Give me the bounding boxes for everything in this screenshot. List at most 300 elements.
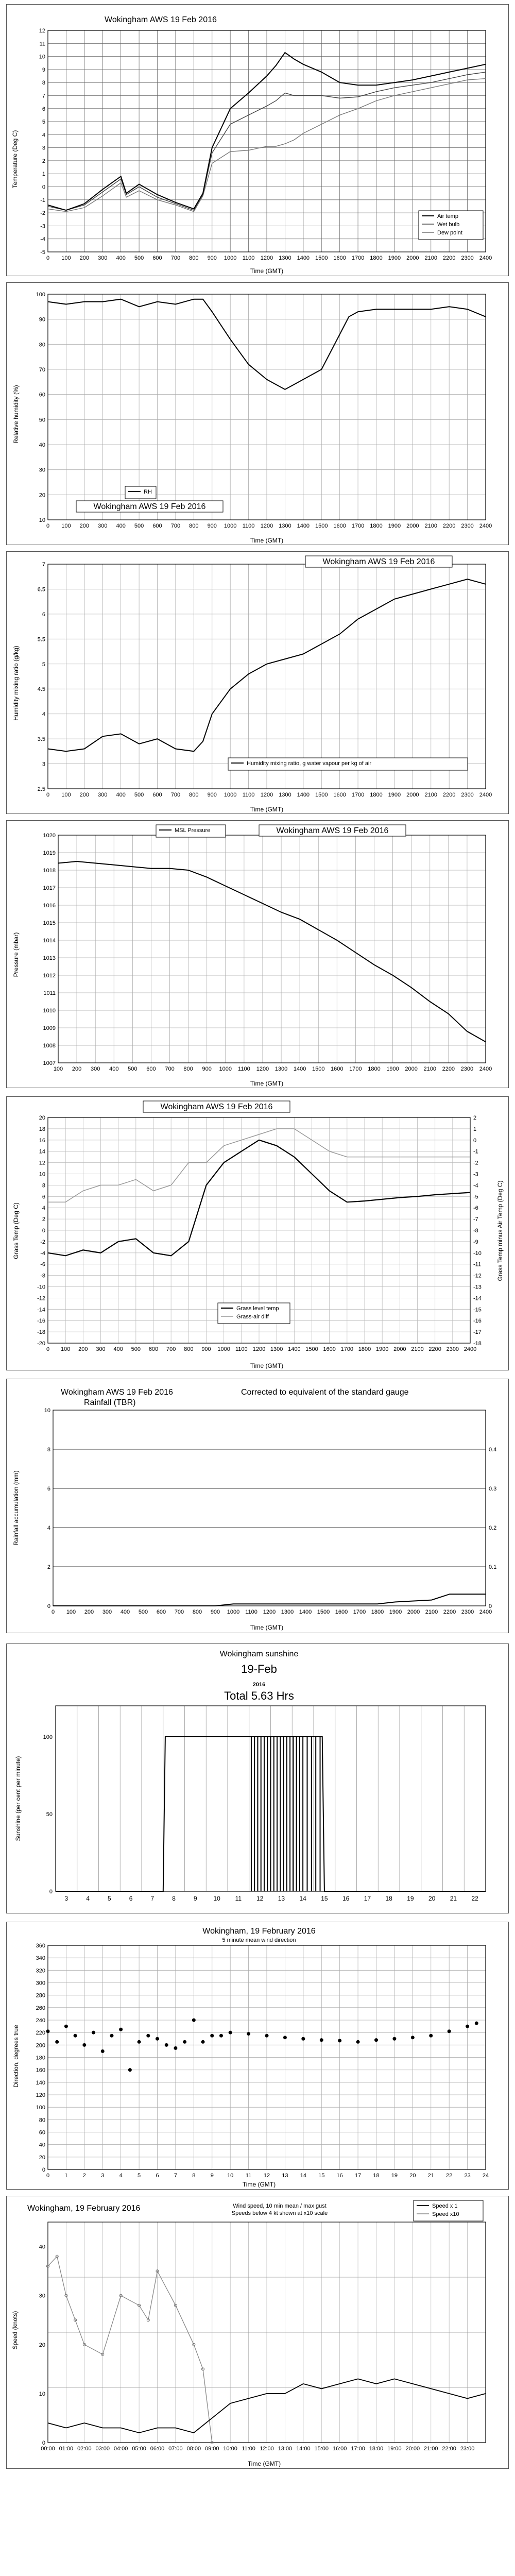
y-tick-label: 100 [36, 292, 45, 298]
y-tick-label: 1 [42, 171, 45, 178]
x-tick-label: 700 [165, 1066, 175, 1072]
y-axis-label: Relative humidity (%) [12, 385, 20, 444]
x-tick-label: 21 [427, 2173, 434, 2179]
x-tick-label: 00:00 [41, 2446, 55, 2452]
y-tick-label: 20 [39, 492, 45, 499]
y-tick-label: 100 [36, 2105, 45, 2111]
x-tick-label: 1200 [256, 1066, 269, 1072]
y2-tick-label: -2 [473, 1160, 478, 1166]
x-tick-label: 09:00 [204, 2446, 219, 2452]
x-tick-label: 100 [60, 1346, 71, 1352]
x-tick-label: 400 [113, 1346, 123, 1352]
x-tick-label: 500 [134, 792, 144, 798]
humidity-chart-panel [6, 282, 509, 545]
y2-tick-label: -16 [473, 1318, 482, 1325]
x-tick-label: 2000 [406, 792, 419, 798]
x-tick-label: 700 [170, 255, 181, 261]
x-tick-label: 0 [46, 2173, 50, 2179]
y-tick-label: 1015 [43, 920, 56, 926]
x-tick-label: 600 [148, 1346, 159, 1352]
direction-point [101, 2049, 105, 2053]
x-tick-label: 800 [183, 1066, 193, 1072]
x-tick-label: 07:00 [168, 2446, 183, 2452]
x-tick-label: 500 [138, 1609, 148, 1615]
legend-label: Speed x10 [432, 2211, 459, 2217]
direction-point [265, 2034, 269, 2038]
legend-label: Humidity mixing ratio, g water vapour per kg of air [247, 760, 372, 767]
x-tick-label: 2400 [479, 523, 492, 529]
x-tick-label: 01:00 [59, 2446, 74, 2452]
direction-point [475, 2022, 478, 2025]
x-tick-label: 700 [174, 1609, 184, 1615]
x-tick-label: 13 [282, 2173, 288, 2179]
x-tick-label: 800 [192, 1609, 202, 1615]
legend-label: Grass level temp [236, 1306, 279, 1312]
plot-frame [53, 1410, 486, 1606]
y-tick-label: 1008 [43, 1043, 56, 1049]
direction-point [374, 2038, 378, 2042]
x-tick-label: 1200 [260, 792, 273, 798]
x-tick-label: 2400 [479, 255, 492, 261]
x-tick-label: 2200 [442, 1066, 455, 1072]
x-tick-label: 11 [235, 1895, 242, 1902]
x-tick-label: 11:00 [242, 2446, 255, 2452]
direction-point [356, 2040, 360, 2044]
x-tick-label: 600 [152, 523, 162, 529]
y-tick-label: 80 [39, 342, 45, 348]
y-tick-label: 6 [42, 1194, 45, 1200]
y-tick-label: 1016 [43, 903, 56, 909]
plot-frame [58, 835, 486, 1063]
x-tick-label: 700 [166, 1346, 176, 1352]
y-tick-label: 4 [47, 1525, 50, 1531]
x-tick-label: 800 [189, 792, 199, 798]
y-tick-label: 40 [39, 2142, 45, 2148]
x-tick-label: 2300 [461, 523, 474, 529]
x-tick-label: 200 [79, 255, 90, 261]
y-tick-label: 6.5 [37, 586, 45, 593]
direction-point [183, 2040, 186, 2044]
x-tick-label: 6 [129, 1895, 133, 1902]
x-tick-label: 200 [84, 1609, 94, 1615]
x-tick-label: 1700 [351, 523, 365, 529]
y-tick-label: 1018 [43, 868, 56, 874]
x-tick-label: 14:00 [296, 2446, 311, 2452]
x-tick-label: 6 [156, 2173, 159, 2179]
x-tick-label: 1500 [317, 1609, 330, 1615]
grass-temp-chart-panel [6, 1096, 509, 1370]
x-tick-label: 23:00 [460, 2446, 475, 2452]
x-tick-label: 2400 [464, 1346, 477, 1352]
y-tick-label: -3 [40, 223, 45, 230]
sunshine-chart [7, 1644, 509, 1914]
y-tick-label: 4 [42, 1205, 45, 1212]
x-tick-label: 19:00 [387, 2446, 402, 2452]
x-tick-label: 1400 [293, 1066, 306, 1072]
y-tick-label: 260 [36, 2005, 45, 2011]
y-tick-label: 3.5 [37, 736, 45, 743]
y2-tick-label: 1 [473, 1126, 477, 1132]
x-tick-label: 1800 [370, 255, 383, 261]
y-tick-label: 240 [36, 2018, 45, 2024]
x-tick-label: 14 [300, 2173, 306, 2179]
x-tick-label: 1800 [358, 1346, 371, 1352]
x-tick-label: 2000 [406, 523, 419, 529]
x-tick-label: 1200 [260, 255, 273, 261]
x-tick-label: 2200 [428, 1346, 441, 1352]
x-tick-label: 1400 [299, 1609, 312, 1615]
y-tick-label: 200 [36, 2042, 45, 2049]
direction-point [128, 2068, 132, 2072]
x-tick-label: 21:00 [423, 2446, 438, 2452]
x-tick-label: 1600 [333, 523, 346, 529]
legend-label: RH [144, 489, 152, 495]
x-tick-label: 600 [146, 1066, 156, 1072]
sunshine-chart-panel [6, 1643, 509, 1913]
x-tick-label: 1100 [238, 1066, 250, 1072]
x-tick-label: 800 [189, 255, 199, 261]
humidity-chart [7, 283, 509, 546]
speed-x10-line [48, 2257, 212, 2443]
x-tick-label: 1300 [281, 1609, 294, 1615]
temperature-chart-panel [6, 4, 509, 276]
x-tick-label: 8 [172, 1895, 176, 1902]
y-tick-label: 12 [39, 1160, 45, 1166]
x-tick-label: 9 [194, 1895, 197, 1902]
y-tick-label: 20 [39, 2154, 45, 2161]
x-tick-label: 300 [102, 1609, 112, 1615]
x-tick-label: 1400 [288, 1346, 301, 1352]
x-tick-label: 16:00 [332, 2446, 347, 2452]
x-tick-label: 5 [108, 1895, 111, 1902]
direction-point [219, 2034, 223, 2038]
y-tick-label: 8 [42, 1182, 45, 1189]
direction-point [429, 2034, 433, 2038]
direction-point [82, 2043, 86, 2047]
x-tick-label: 900 [202, 1066, 212, 1072]
direction-point [466, 2025, 469, 2028]
x-tick-label: 13 [278, 1895, 285, 1902]
direction-point [411, 2036, 415, 2039]
y-tick-label: 280 [36, 1992, 45, 1999]
x-tick-label: 02:00 [77, 2446, 92, 2452]
direction-point [210, 2034, 214, 2038]
y-tick-label: 5 [42, 119, 45, 126]
x-axis-label: Time (GMT) [250, 537, 284, 544]
y2-tick-label: -5 [473, 1194, 478, 1200]
chart-title: Wokingham AWS 19 Feb 2016 [160, 1103, 273, 1111]
y-tick-label: -4 [40, 1250, 45, 1257]
direction-point [110, 2034, 113, 2038]
x-tick-label: 1600 [335, 1609, 348, 1615]
legend-label: Air temp [437, 213, 458, 219]
y-tick-label: 10 [39, 2391, 45, 2397]
y-tick-label: 70 [39, 367, 45, 373]
pressure-line [58, 861, 486, 1042]
x-tick-label: 1500 [315, 255, 328, 261]
direction-point [392, 2037, 396, 2041]
x-tick-label: 900 [210, 1609, 220, 1615]
x-tick-label: 1600 [323, 1346, 336, 1352]
y-tick-label: 20 [39, 2342, 45, 2348]
x-tick-label: 2400 [479, 1609, 492, 1615]
y-axis-label: Rainfall accumulation (mm) [12, 1470, 20, 1546]
x-tick-label: 700 [170, 792, 181, 798]
y-axis-label: Sunshine (per cent per minute) [14, 1756, 22, 1841]
direction-point [92, 2031, 95, 2035]
direction-point [247, 2032, 250, 2036]
x-tick-label: 1400 [297, 523, 310, 529]
x-tick-label: 2000 [407, 1609, 420, 1615]
x-tick-label: 1500 [312, 1066, 325, 1072]
x-tick-label: 0 [51, 1609, 55, 1615]
x-tick-label: 20 [428, 1895, 436, 1902]
chart-title: Wokingham AWS 19 Feb 2016 [105, 15, 217, 24]
y2-tick-label: -3 [473, 1171, 478, 1178]
x-tick-label: 1500 [315, 792, 328, 798]
x-tick-label: 2200 [442, 523, 456, 529]
y-tick-label: 5.5 [37, 636, 45, 643]
y-tick-label: 340 [36, 1955, 45, 1962]
x-tick-label: 1900 [388, 792, 401, 798]
y-tick-label: 60 [39, 2129, 45, 2136]
x-tick-label: 2 [82, 2173, 86, 2179]
y-tick-label: 30 [39, 467, 45, 473]
y-tick-label: 10 [39, 54, 45, 60]
chart-year: 2016 [252, 1682, 266, 1688]
y2-tick-label: -7 [473, 1216, 478, 1223]
y-tick-label: 60 [39, 392, 45, 398]
x-tick-label: 1100 [242, 523, 255, 529]
y2-tick-label: -8 [473, 1228, 478, 1234]
x-tick-label: 12 [263, 2173, 270, 2179]
chart-title-2: Corrected to equivalent of the standard gauge [241, 1388, 409, 1397]
x-tick-label: 7 [174, 2173, 177, 2179]
y-tick-label: -6 [40, 1261, 45, 1268]
x-axis-label: Time (GMT) [250, 1362, 284, 1369]
y-tick-label: 1009 [43, 1025, 56, 1031]
y-tick-label: -4 [40, 236, 45, 243]
x-tick-label: 15:00 [314, 2446, 329, 2452]
x-tick-label: 10 [227, 2173, 234, 2179]
y-axis-label: Speed (knots) [11, 2311, 19, 2350]
x-tick-label: 2200 [442, 792, 456, 798]
x-tick-label: 15 [321, 1895, 328, 1902]
x-tick-label: 200 [79, 523, 90, 529]
x-tick-label: 300 [98, 792, 108, 798]
y2-tick-label: 0 [489, 1603, 492, 1609]
pressure-chart-panel [6, 820, 509, 1088]
x-tick-label: 600 [152, 792, 162, 798]
y-tick-label: 120 [36, 2092, 45, 2098]
y-tick-label: 220 [36, 2030, 45, 2037]
direction-point [146, 2034, 150, 2038]
x-tick-label: 9 [210, 2173, 214, 2179]
x-tick-label: 0 [46, 255, 50, 261]
y-tick-label: -2 [40, 1239, 45, 1245]
y-tick-label: 8 [47, 1447, 50, 1453]
y-tick-label: 1014 [43, 938, 56, 944]
x-tick-label: 3 [101, 2173, 105, 2179]
y2-tick-label: -11 [473, 1261, 482, 1268]
x-tick-label: 2100 [425, 1609, 438, 1615]
grass-temp-chart [7, 1097, 509, 1371]
x-tick-label: 2300 [461, 255, 474, 261]
y-tick-label: 18 [39, 1126, 45, 1132]
x-tick-label: 1700 [351, 792, 365, 798]
x-tick-label: 1900 [388, 523, 401, 529]
direction-point [338, 2039, 341, 2042]
x-tick-label: 4 [86, 1895, 90, 1902]
x-tick-label: 800 [184, 1346, 194, 1352]
y-tick-label: -2 [40, 210, 45, 217]
x-tick-label: 17 [354, 2173, 362, 2179]
legend-label: MSL Pressure [175, 827, 211, 834]
x-tick-label: 300 [98, 523, 108, 529]
y-tick-label: 12 [39, 28, 45, 34]
direction-point [64, 2025, 68, 2028]
x-tick-label: 20:00 [405, 2446, 420, 2452]
x-tick-label: 1300 [279, 792, 291, 798]
y-tick-label: 360 [36, 1943, 45, 1949]
x-tick-label: 0 [46, 523, 50, 529]
x-tick-label: 1000 [224, 255, 237, 261]
x-tick-label: 14 [299, 1895, 306, 1902]
y-tick-label: 160 [36, 2067, 45, 2074]
x-tick-label: 19 [407, 1895, 414, 1902]
y-tick-label: 1020 [43, 833, 56, 839]
x-tick-label: 05:00 [132, 2446, 146, 2452]
x-tick-label: 600 [156, 1609, 166, 1615]
direction-point [138, 2040, 141, 2044]
y2-tick-label: -17 [473, 1329, 482, 1336]
y-tick-label: 1010 [43, 1008, 56, 1014]
x-tick-label: 1300 [270, 1346, 283, 1352]
x-axis-label: Time (GMT) [250, 267, 284, 275]
x-tick-label: 15 [318, 2173, 325, 2179]
y-tick-label: 140 [36, 2079, 45, 2086]
y-tick-label: 4.5 [37, 686, 45, 693]
y-tick-label: 50 [46, 1811, 53, 1818]
x-tick-label: 1700 [349, 1066, 362, 1072]
y-tick-label: -14 [37, 1307, 45, 1313]
x-tick-label: 1700 [351, 255, 365, 261]
x-tick-label: 1700 [353, 1609, 366, 1615]
rainfall-line [53, 1594, 486, 1606]
x-tick-label: 1000 [224, 523, 237, 529]
y2-tick-label: -12 [473, 1273, 482, 1279]
y2-tick-label: -6 [473, 1205, 478, 1212]
y-tick-label: 4 [42, 711, 45, 718]
x-tick-label: 200 [78, 1346, 88, 1352]
x-tick-label: 16 [342, 1895, 350, 1902]
x-tick-label: 1800 [368, 1066, 381, 1072]
y-tick-label: 6 [42, 106, 45, 112]
x-tick-label: 1100 [242, 792, 255, 798]
x-tick-label: 17:00 [351, 2446, 365, 2452]
direction-point [301, 2037, 305, 2041]
chart-title: Wokingham, 19 February 2016 [27, 2204, 141, 2213]
y-tick-label: 5 [42, 661, 45, 668]
x-axis-label: Time (GMT) [250, 806, 284, 813]
y-tick-label: 7 [42, 562, 45, 568]
y-tick-label: 180 [36, 2055, 45, 2061]
y-tick-label: 6 [47, 1486, 50, 1492]
x-tick-label: 2100 [424, 255, 437, 261]
x-tick-label: 900 [207, 792, 217, 798]
wind-speed-chart-panel [6, 2196, 509, 2469]
y2-tick-label: 0.4 [489, 1447, 497, 1453]
y-tick-label: 1013 [43, 955, 56, 961]
y-tick-label: 0 [42, 1228, 45, 1234]
direction-point [192, 2019, 196, 2022]
y-tick-label: 14 [39, 1148, 45, 1155]
x-tick-label: 1400 [297, 255, 310, 261]
x-tick-label: 4 [119, 2173, 123, 2179]
x-tick-label: 2200 [442, 255, 456, 261]
y-tick-label: 1011 [43, 990, 56, 996]
x-tick-label: 18 [373, 2173, 380, 2179]
x-tick-label: 12:00 [260, 2446, 274, 2452]
direction-point [46, 2029, 50, 2033]
x-axis-label: Time (GMT) [250, 1624, 284, 1631]
x-tick-label: 1200 [263, 1609, 276, 1615]
x-tick-label: 400 [116, 792, 126, 798]
x-tick-label: 300 [98, 255, 108, 261]
x-tick-label: 11 [245, 2173, 252, 2179]
y-tick-label: -20 [37, 1341, 45, 1347]
y2-tick-label: -15 [473, 1307, 482, 1313]
y-tick-label: 10 [39, 1171, 45, 1178]
x-tick-label: 06:00 [150, 2446, 165, 2452]
x-tick-label: 600 [152, 255, 162, 261]
x-tick-label: 2100 [411, 1346, 424, 1352]
x-tick-label: 1300 [279, 523, 291, 529]
x-tick-label: 1000 [217, 1346, 230, 1352]
x-tick-label: 1900 [388, 255, 401, 261]
x-tick-label: 1400 [297, 792, 310, 798]
x-tick-label: 1 [64, 2173, 68, 2179]
x-axis-label: Time (GMT) [242, 2181, 276, 2188]
x-tick-label: 1900 [386, 1066, 399, 1072]
x-tick-label: 2000 [393, 1346, 406, 1352]
wind-direction-chart [7, 1922, 509, 2190]
direction-point [74, 2034, 77, 2038]
y-tick-label: 40 [39, 2244, 45, 2250]
x-tick-label: 17 [364, 1895, 371, 1902]
x-tick-label: 1600 [331, 1066, 344, 1072]
legend-label: Dew point [437, 230, 462, 236]
y-tick-label: -1 [40, 197, 45, 204]
x-tick-label: 900 [207, 255, 217, 261]
x-tick-label: 300 [90, 1066, 100, 1072]
y-tick-label: 50 [39, 417, 45, 423]
x-tick-label: 1000 [219, 1066, 232, 1072]
y2-tick-label: -13 [473, 1284, 482, 1291]
x-tick-label: 2400 [479, 792, 492, 798]
y-tick-label: -5 [40, 249, 45, 256]
x-tick-label: 2300 [460, 1066, 474, 1072]
x-tick-label: 100 [61, 523, 71, 529]
y-tick-label: 0 [42, 184, 45, 191]
y2-tick-label: -9 [473, 1239, 478, 1245]
y2-tick-label: -14 [473, 1295, 482, 1302]
x-tick-label: 100 [61, 792, 71, 798]
x-tick-label: 8 [192, 2173, 196, 2179]
y-tick-label: 7 [42, 93, 45, 99]
chart-title: Wokingham AWS 19 Feb 2016 [276, 826, 389, 835]
x-tick-label: 1000 [227, 1609, 240, 1615]
